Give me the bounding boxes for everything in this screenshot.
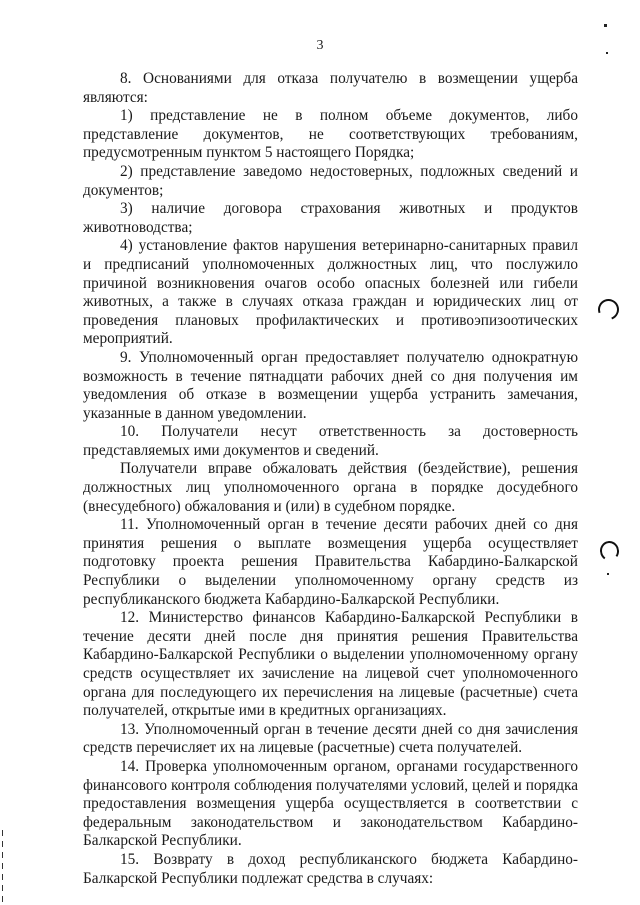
paragraph-8: 8. Основаниями для отказа получателю в возмещении ущерба являются:: [83, 70, 578, 106]
paragraph-11: 11. Уполномоченный орган в течение десяти рабочих дней со дня принятия решения о выплате возмещения ущерба осуществляет подготовку проекта решения Правительства Кабардино-Балкарской Республики о выделении уполномоченному органу средств из республиканского бюджета Кабардино-Балкарской Республики.: [83, 516, 578, 608]
paragraph-8-item-4: 4) установление фактов нарушения ветеринарно-санитарных правил и предписаний уполномоченных должностных лиц, что послужило причиной возникновения очагов особо опасных болезней или гибели животных, а также в случаях отказа граждан и юридических лиц от проведения плановых профилактических и противоэпизоотических мероприятий.: [83, 237, 578, 348]
paragraph-8-item-1: 1) представление не в полном объеме документов, либо представление документов, не соответствующих требованиям, предусмотренным пунктом 5 настоящего Порядка;: [83, 107, 578, 162]
paragraph-12: 12. Министерство финансов Кабардино-Балкарской Республики в течение десяти дней после дня принятия решения Правительства Кабардино-Балкарской Республики о выделении уполномоченному органу средств осуществляет их зачисление на лицевой счет уполномоченного органа для последующего их перечисления на лицевые (расчетные) счета получателей, открытые ими в кредитных организациях.: [83, 609, 578, 720]
paragraph-15: 15. Возврату в доход республиканского бюджета Кабардино-Балкарской Республики подлежат средства в случаях:: [83, 850, 578, 887]
paragraph-14: 14. Проверка уполномоченным органом, органами государственного финансового контроля соблюдения получателями условий, целей и порядка предоставления возмещения ущерба осуществляется в соответствии с федеральным законодательством и законодательством Кабардино-Балкарской Республики.: [83, 757, 578, 850]
paragraph-8-item-2: 2) представление заведомо недостоверных, подложных сведений и документов;: [83, 162, 578, 199]
paragraph-10-appeal: Получатели вправе обжаловать действия (бездействие), решения должностных лиц уполномоченного органа в порядке досудебного (внесудебного) обжалования и (или) в судебном порядке.: [83, 460, 578, 515]
scan-speck: [606, 52, 608, 54]
scan-speck: [607, 573, 609, 575]
punch-hole-mark-middle: [598, 540, 620, 563]
page-number: 3: [316, 38, 324, 53]
paragraph-13: 13. Уполномоченный орган в течение десяти дней со дня зачисления средств перечисляет их на лицевые (расчетные) счета получателей.: [83, 720, 578, 757]
paragraph-10: 10. Получатели несут ответственность за достоверность представляемых ими документов и сведений.: [83, 423, 578, 459]
paragraph-8-item-3: 3) наличие договора страхования животных и продуктов животноводства;: [83, 200, 578, 236]
document-body: [83, 70, 578, 888]
paragraph-9: 9. Уполномоченный орган предоставляет получателю однократную возможность в течение пятнадцати рабочих дней со дня получения им уведомления об отказе в возмещении ущерба устранить замечания, указанные в данном уведомлении.: [83, 348, 578, 422]
scan-speck: [604, 24, 607, 27]
punch-hole-mark-top: [595, 296, 623, 324]
scan-edge-line: [2, 830, 3, 905]
